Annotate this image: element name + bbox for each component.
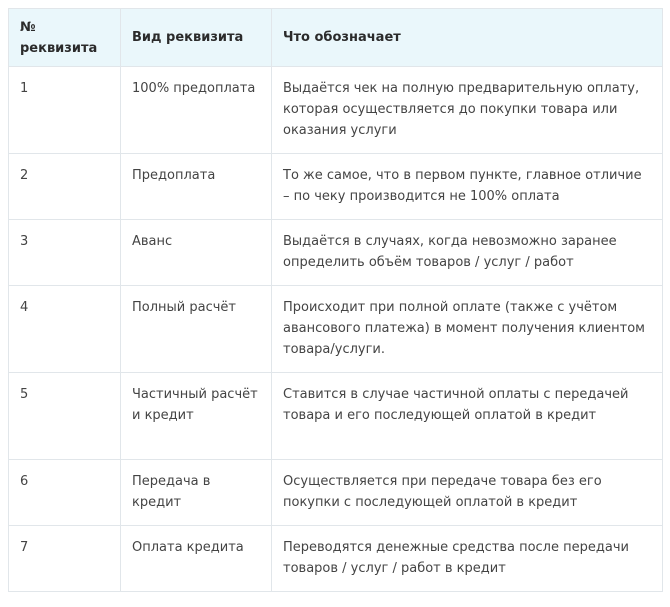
cell-meaning: Осуществляется при передаче товара без его покупки с последующей оплатой в кредит (272, 460, 663, 526)
cell-meaning: Ставится в случае частичной оплаты с передачей товара и его последующей оплатой в кредит (272, 373, 663, 460)
cell-number: 6 (9, 460, 121, 526)
header-type: Вид реквизита (121, 9, 272, 67)
cell-number: 1 (9, 67, 121, 154)
table-row (9, 154, 663, 220)
cell-number: 4 (9, 286, 121, 373)
table-row (9, 67, 663, 154)
requisites-table-container (8, 8, 662, 592)
cell-number: 3 (9, 220, 121, 286)
table-row (9, 460, 663, 526)
table-row (9, 373, 663, 460)
header-meaning: Что обозначает (272, 9, 663, 67)
cell-number: 2 (9, 154, 121, 220)
cell-type: Полный расчёт (121, 286, 272, 373)
cell-type: Оплата кредита (121, 526, 272, 592)
table-row (9, 526, 663, 592)
cell-type: Передача в кредит (121, 460, 272, 526)
cell-type: Частичный расчёт и кредит (121, 373, 272, 460)
cell-meaning: Переводятся денежные средства после передачи товаров / услуг / работ в кредит (272, 526, 663, 592)
cell-number: 7 (9, 526, 121, 592)
table-row (9, 286, 663, 373)
cell-meaning: Выдаётся в случаях, когда невозможно заранее определить объём товаров / услуг / работ (272, 220, 663, 286)
cell-number: 5 (9, 373, 121, 460)
cell-meaning: Выдаётся чек на полную предварительную оплату, которая осуществляется до покупки товара или оказания услуги (272, 67, 663, 154)
table-row (9, 220, 663, 286)
requisites-table (8, 8, 663, 592)
cell-type: 100% предоплата (121, 67, 272, 154)
cell-meaning: Происходит при полной оплате (также с учётом авансового платежа) в момент получения клиентом товара/услуги. (272, 286, 663, 373)
table-header-row (9, 9, 663, 67)
cell-type: Аванс (121, 220, 272, 286)
cell-meaning: То же самое, что в первом пункте, главное отличие – по чеку производится не 100% оплата (272, 154, 663, 220)
cell-type: Предоплата (121, 154, 272, 220)
header-number: № реквизита (9, 9, 121, 67)
